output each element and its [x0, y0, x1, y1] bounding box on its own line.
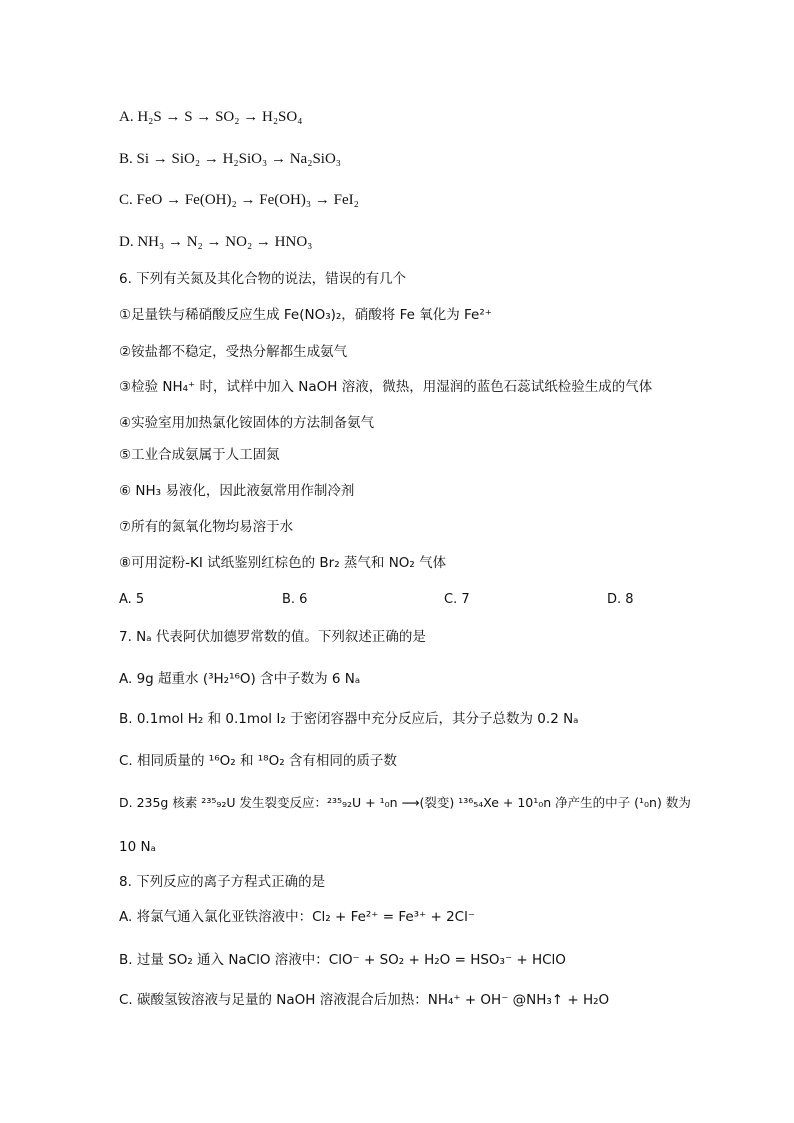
question-6-statement-4: ④实验室用加热氯化铵固体的方法制备氨气 [119, 415, 375, 431]
question-8-option-b: B. 过量 SO₂ 通入 NaClO 溶液中：ClO⁻ + SO₂ + H₂O = HSO₃⁻ + HClO [119, 952, 566, 968]
question-7-option-d: D. 235g 核素 ²³⁵₉₂U 发生裂变反应：²³⁵₉₂U + ¹₀n ⟶(裂变) ¹³⁶₅₄Xe + 10¹₀n 净产生的中子 (¹₀n) 数为 [119, 795, 691, 810]
question-8-option-c: C. 碳酸氢铵溶液与足量的 NaOH 溶液混合后加热：NH₄⁺ + OH⁻ @NH₃↑ + H₂O [119, 992, 610, 1008]
question-5-option-d: D. NH₃ → N₂ → NO₂ → HNO₃ [119, 234, 313, 250]
question-7-option-c: C. 相同质量的 ¹⁶O₂ 和 ¹⁸O₂ 含有相同的质子数 [119, 753, 397, 769]
question-6-statement-5: ⑤工业合成氨属于人工固氮 [119, 447, 280, 463]
question-6-option-b: B. 6 [282, 592, 308, 607]
question-6-option-a: A. 5 [119, 592, 145, 607]
question-7-stem: 7. Nₐ 代表阿伏加德罗常数的值。下列叙述正确的是 [119, 629, 426, 645]
question-6-statement-1: ①足量铁与稀硝酸反应生成 Fe(NO₃)₂，硝酸将 Fe 氧化为 Fe²⁺ [119, 307, 492, 323]
question-6-statement-6: ⑥ NH₃ 易液化，因此液氨常用作制冷剂 [119, 483, 355, 499]
question-5-option-c: C. FeO → Fe(OH)₂ → Fe(OH)₃ → FeI₂ [119, 192, 359, 208]
question-8-stem: 8. 下列反应的离子方程式正确的是 [119, 874, 326, 890]
question-6-statement-2: ②铵盐都不稳定，受热分解都生成氨气 [119, 344, 348, 360]
question-6-statement-7: ⑦所有的氮氧化物均易溶于水 [119, 519, 294, 535]
question-6-option-c: C. 7 [444, 592, 470, 607]
question-7-option-a: A. 9g 超重水 (³H₂¹⁶O) 含中子数为 6 Nₐ [119, 671, 361, 687]
question-7-option-d-continued: 10 Nₐ [119, 839, 156, 855]
question-6-stem: 6. 下列有关氮及其化合物的说法，错误的有几个 [119, 271, 407, 287]
question-7-option-b: B. 0.1mol H₂ 和 0.1mol I₂ 于密闭容器中充分反应后，其分子总数为 0.2 Nₐ [119, 711, 579, 727]
question-5-option-b: B. Si → SiO₂ → H₂SiO₃ → Na₂SiO₃ [119, 151, 342, 167]
question-5-option-a: A. H₂S → S → SO₂ → H₂SO₄ [119, 109, 303, 125]
question-6-option-d: D. 8 [607, 592, 634, 607]
question-6-statement-3: ③检验 NH₄⁺ 时，试样中加入 NaOH 溶液，微热，用湿润的蓝色石蕊试纸检验生成的气体 [119, 379, 653, 395]
question-8-option-a: A. 将氯气通入氯化亚铁溶液中：Cl₂ + Fe²⁺ = Fe³⁺ + 2Cl⁻ [119, 909, 475, 925]
question-6-statement-8: ⑧可用淀粉-KI 试纸鉴别红棕色的 Br₂ 蒸气和 NO₂ 气体 [119, 555, 447, 571]
